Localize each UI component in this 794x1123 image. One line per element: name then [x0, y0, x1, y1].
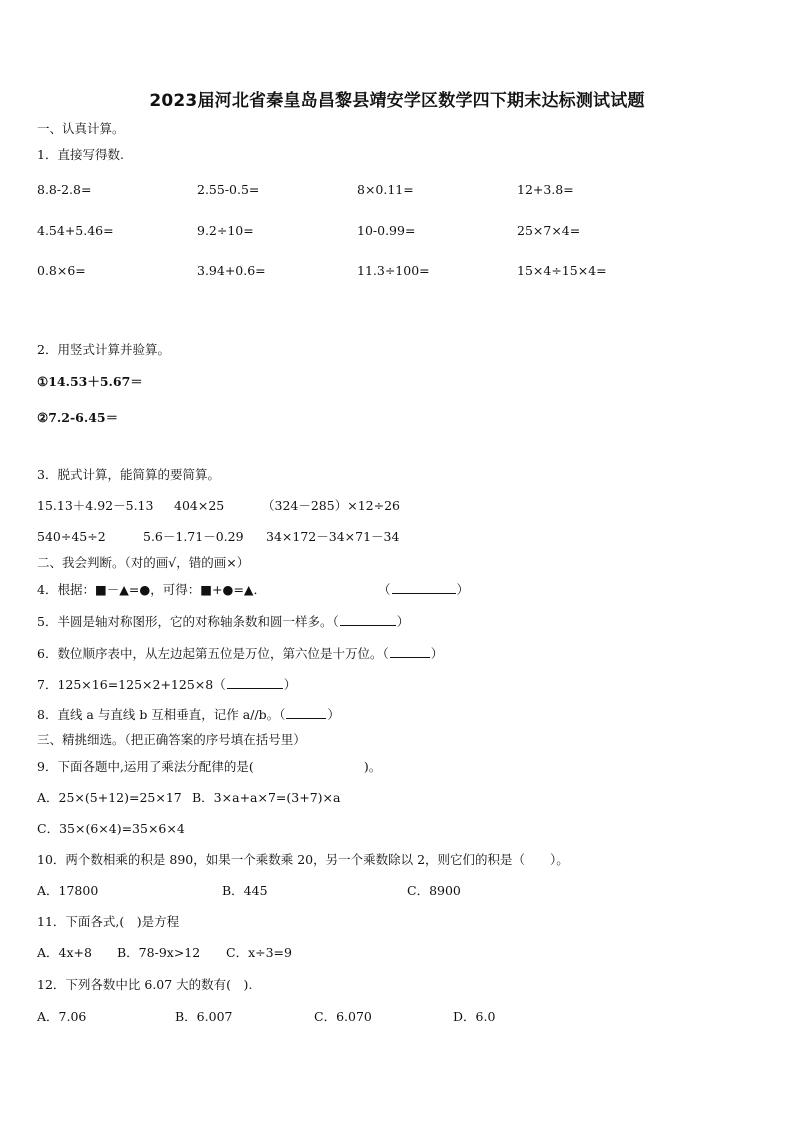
math-item: 3.94+0.6= — [197, 263, 266, 278]
question-5-text: 5．半圆是轴对称图形，它的对称轴条数和圆一样多。（ — [37, 614, 339, 629]
option-item: A．17800 — [37, 883, 99, 898]
option-item: B．78-9x>12 — [117, 945, 201, 960]
question-11: 11．下面各式,( )是方程 — [37, 914, 180, 929]
math-item: 4.54+5.46= — [37, 223, 114, 238]
math-item: 10-0.99= — [357, 223, 416, 238]
answer-bracket-open: （ — [378, 582, 391, 597]
answer-blank[interactable] — [340, 613, 396, 626]
question-8-text: 8．直线 a 与直线 b 互相垂直，记作 a//b。（ — [37, 707, 286, 722]
question-2-label: 2．用竖式计算并验算。 — [37, 342, 170, 357]
question-7-text: 7．125×16=125×2+125×8（ — [37, 677, 226, 692]
option-item: C．35×(6×4)=35×6×4 — [37, 821, 185, 836]
question-4-text: 4．根据：■－▲=●，可得：■+●=▲． — [37, 582, 267, 597]
option-item: C．x÷3=9 — [226, 945, 292, 960]
answer-blank[interactable] — [390, 645, 430, 658]
vertical-calc-item: ②7.2-6.45＝ — [37, 410, 119, 425]
option-item: B．445 — [222, 883, 268, 898]
option-item: B．6.007 — [175, 1009, 233, 1024]
question-6 — [37, 645, 443, 662]
answer-blank[interactable] — [286, 706, 326, 719]
page-title: 2023届河北省秦皇岛昌黎县靖安学区数学四下期末达标测试试题 — [149, 91, 645, 111]
option-item: B．3×a+a×7=(3+7)×a — [192, 790, 341, 805]
option-item: A．7.06 — [37, 1009, 87, 1024]
calc-expression: 404×25 — [174, 498, 225, 513]
math-item: 12+3.8= — [517, 182, 574, 197]
math-item: 11.3÷100= — [357, 263, 430, 278]
question-9-text: 9．下面各题中,运用了乘法分配律的是( — [37, 759, 254, 774]
math-item: 9.2÷10= — [197, 223, 254, 238]
calc-expression: （324－285）×12÷26 — [262, 498, 400, 513]
calc-expression: 34×172－34×71－34 — [266, 529, 400, 544]
answer-bracket-close: ） — [430, 646, 444, 661]
question-6-text: 6．数位顺序表中，从左边起第五位是万位，第六位是十万位。（ — [37, 646, 389, 661]
answer-blank[interactable] — [227, 676, 283, 689]
answer-blank[interactable] — [392, 581, 456, 594]
answer-bracket-close: ） — [283, 677, 297, 692]
question-1-label: 1．直接写得数. — [37, 147, 124, 162]
math-item: 25×7×4= — [517, 223, 581, 238]
answer-bracket-close: ） — [327, 707, 340, 722]
section-heading-1: 一、认真计算。 — [37, 121, 125, 136]
math-item: 2.55-0.5= — [197, 182, 260, 197]
option-item: A．4x+8 — [37, 945, 92, 960]
calc-expression: 15.13＋4.92－5.13 — [37, 498, 154, 513]
math-item: 0.8×6= — [37, 263, 86, 278]
question-7 — [37, 676, 296, 693]
option-item: C．8900 — [407, 883, 461, 898]
math-item: 8.8-2.8= — [37, 182, 92, 197]
option-item: A．25×(5+12)=25×17 — [37, 790, 182, 805]
section-heading-3: 三、精挑细选。（把正确答案的序号填在括号里） — [37, 732, 306, 747]
section-heading-2: 二、我会判断。（对的画√，错的画×） — [37, 555, 250, 570]
answer-bracket-close: ） — [396, 614, 410, 629]
vertical-calc-item: ①14.53＋5.67＝ — [37, 374, 143, 389]
answer-bracket-close: ） — [456, 582, 470, 597]
question-8 — [37, 706, 340, 723]
question-9-close: )。 — [363, 759, 382, 774]
calc-expression: 5.6－1.71－0.29 — [143, 529, 244, 544]
question-10: 10．两个数相乘的积是 890，如果一个乘数乘 20，另一个乘数除以 2，则它们的积是（ ）。 — [37, 852, 569, 867]
math-item: 8×0.11= — [357, 182, 414, 197]
calc-expression: 540÷45÷2 — [37, 529, 106, 544]
question-5 — [37, 613, 409, 630]
question-12: 12．下列各数中比 6.07 大的数有( ). — [37, 977, 253, 992]
question-3-label: 3．脱式计算，能简算的要简算。 — [37, 467, 220, 482]
math-item: 15×4÷15×4= — [517, 263, 607, 278]
question-4 — [37, 581, 469, 598]
question-9 — [37, 759, 381, 775]
option-item: C．6.070 — [314, 1009, 372, 1024]
option-item: D．6.0 — [453, 1009, 496, 1024]
